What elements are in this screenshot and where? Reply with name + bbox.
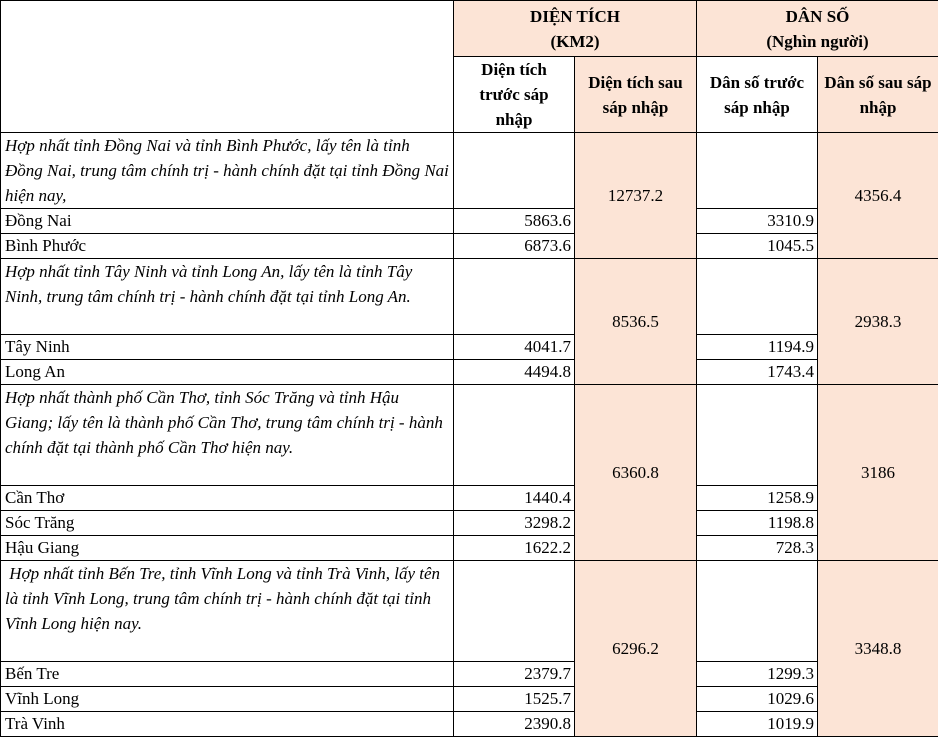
province-row: [1, 335, 938, 360]
area-before-value: 2379.7: [454, 662, 575, 687]
province-row: [1, 536, 938, 561]
population-after-header: Dân số sau sáp nhập: [818, 57, 938, 133]
area-before-header: Diện tích trước sáp nhập: [454, 57, 575, 133]
province-name: Hậu Giang: [1, 536, 454, 561]
area-after-header: Diện tích sau sáp nhập: [575, 57, 697, 133]
province-name: Bến Tre: [1, 662, 454, 687]
province-row: [1, 712, 938, 737]
province-row: [1, 360, 938, 385]
area-before-value: 4494.8: [454, 360, 575, 385]
area-before-value: 1525.7: [454, 687, 575, 712]
province-row: [1, 209, 938, 234]
population-group-unit: (Nghìn người): [766, 31, 869, 51]
area-after-value: 6296.2: [575, 561, 697, 737]
blank-cell: [697, 385, 818, 486]
province-name: Trà Vinh: [1, 712, 454, 737]
province-name: Sóc Trăng: [1, 511, 454, 536]
blank-cell: [454, 133, 575, 209]
population-before-value: 1299.3: [697, 662, 818, 687]
area-before-value: 4041.7: [454, 335, 575, 360]
population-after-value: 4356.4: [818, 133, 938, 259]
area-after-value: 12737.2: [575, 133, 697, 259]
header-row-group: [1, 1, 938, 57]
population-before-value: 1258.9: [697, 486, 818, 511]
merger-description: Hợp nhất tỉnh Đồng Nai và tỉnh Bình Phước, lấy tên là tỉnh Đồng Nai, trung tâm chính trị - hành chính đặt tại tỉnh Đồng Nai hiện nay,: [1, 133, 454, 209]
area-before-value: 5863.6: [454, 209, 575, 234]
population-after-value: 2938.3: [818, 259, 938, 385]
population-before-value: 1029.6: [697, 687, 818, 712]
group-description-row: [1, 133, 938, 209]
province-name: Cần Thơ: [1, 486, 454, 511]
group-description-row: [1, 561, 938, 662]
blank-cell: [697, 259, 818, 335]
population-before-value: 1045.5: [697, 234, 818, 259]
area-before-value: 2390.8: [454, 712, 575, 737]
population-before-value: 1019.9: [697, 712, 818, 737]
blank-cell: [454, 259, 575, 335]
population-before-value: 1198.8: [697, 511, 818, 536]
merger-description: Hợp nhất tỉnh Tây Ninh và tỉnh Long An, lấy tên là tỉnh Tây Ninh, trung tâm chính trị - hành chính đặt tại tỉnh Long An.: [1, 259, 454, 335]
area-before-value: 3298.2: [454, 511, 575, 536]
blank-cell: [454, 385, 575, 486]
blank-cell: [454, 561, 575, 662]
merger-description: Hợp nhất thành phố Cần Thơ, tỉnh Sóc Trăng và tỉnh Hậu Giang; lấy tên là thành phố Cần Thơ, trung tâm chính trị - hành chính đặt tại thành phố Cần Thơ hiện nay.: [1, 385, 454, 486]
population-before-value: 728.3: [697, 536, 818, 561]
area-group-title: DIỆN TÍCH: [530, 6, 620, 26]
area-group-header: [454, 1, 697, 57]
province-name: Vĩnh Long: [1, 687, 454, 712]
group-description-row: [1, 259, 938, 335]
area-after-value: 6360.8: [575, 385, 697, 561]
province-row: [1, 662, 938, 687]
population-before-value: 1743.4: [697, 360, 818, 385]
area-after-value: 8536.5: [575, 259, 697, 385]
province-name: Đồng Nai: [1, 209, 454, 234]
province-row: [1, 234, 938, 259]
area-before-value: 1440.4: [454, 486, 575, 511]
population-group-header: [697, 1, 938, 57]
population-before-header: Dân số trước sáp nhập: [697, 57, 818, 133]
blank-cell: [697, 561, 818, 662]
population-before-value: 3310.9: [697, 209, 818, 234]
province-name: Tây Ninh: [1, 335, 454, 360]
area-before-value: 6873.6: [454, 234, 575, 259]
province-row: [1, 511, 938, 536]
merger-description: Hợp nhất tỉnh Bến Tre, tỉnh Vĩnh Long và tỉnh Trà Vinh, lấy tên là tỉnh Vĩnh Long, trung tâm chính trị - hành chính đặt tại tỉnh Vĩnh Long hiện nay.: [1, 561, 454, 662]
population-after-value: 3186: [818, 385, 938, 561]
area-before-value: 1622.2: [454, 536, 575, 561]
province-name: Bình Phước: [1, 234, 454, 259]
group-description-row: [1, 385, 938, 486]
population-group-title: DÂN SỐ: [785, 6, 850, 26]
area-group-unit: (KM2): [550, 31, 600, 51]
province-row: [1, 486, 938, 511]
header-blank-cell: [1, 1, 454, 133]
province-row: [1, 687, 938, 712]
population-after-value: 3348.8: [818, 561, 938, 737]
population-before-value: 1194.9: [697, 335, 818, 360]
province-name: Long An: [1, 360, 454, 385]
blank-cell: [697, 133, 818, 209]
